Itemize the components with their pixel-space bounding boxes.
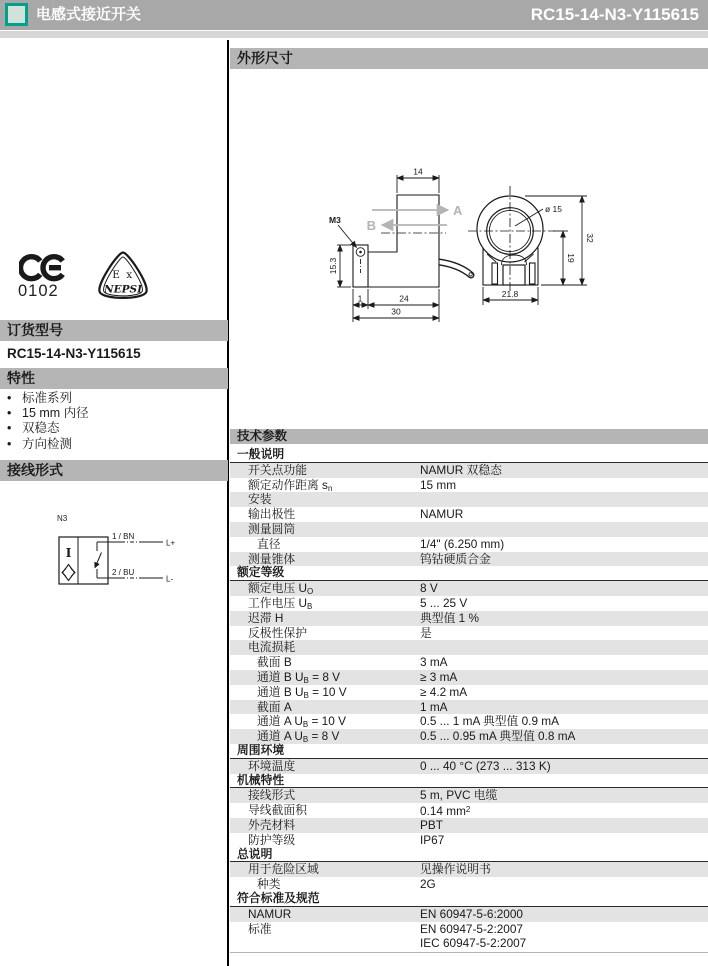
connection-heading-bar [0,460,228,481]
spec-value: 0.5 ... 0.95 mA 典型值 0.8 mA [420,729,576,744]
spec-row [230,492,708,507]
spec-value: 2G [420,877,436,892]
spec-value: PBT [420,817,443,832]
features-heading-bar [0,368,228,389]
bullet-icon: • [7,436,12,451]
bullet-icon: • [7,406,12,421]
spec-value: 钨钴硬质合金 [420,551,491,566]
direction-b-label: B [366,218,376,233]
spec-value: ≥ 3 mA [420,669,458,684]
spec-row [230,640,708,655]
ce-mark-icon [19,253,67,283]
spec-row [230,611,708,626]
spec-row [230,862,708,877]
spec-label: 通道 A $U_B = 8$ V [257,729,340,745]
dim-19: 19 [566,253,576,263]
spec-label: 工作电压 $U_B$ [248,595,313,611]
features-heading: 特性 [7,370,35,386]
front-view [468,186,595,305]
order-heading-bar [0,320,228,341]
dim-32: 32 [585,233,595,243]
spec-value: 是 [420,625,432,640]
spec-section-header: 总说明 [230,848,708,863]
ce-number: 0102 [18,282,59,300]
spec-section-header: 机械特性 [230,774,708,789]
spec-section-header: 一般说明 [230,448,708,463]
spec-row [230,478,708,493]
spec-label: 迟滞 H [248,610,284,625]
dimensions-heading-bar [230,48,708,69]
spec-label: 接线形式 [248,788,296,803]
spec-row [230,552,708,567]
spec-label: 额定动作距离 $s_n$ [248,477,333,493]
spec-row [230,907,708,922]
spec-label: 用于危险区域 [248,862,319,877]
feature-label: 方向检测 [22,436,73,451]
spec-value: 8 V [420,581,438,596]
connection-type-label: N3 [57,514,68,523]
spec-label: 反极性保护 [248,625,307,640]
list-item [7,406,89,421]
brand-logo-icon [5,3,28,26]
spec-row [230,877,708,892]
spec-label: 安装 [248,492,272,507]
spec-value: 5 m, PVC 电缆 [420,788,498,803]
spec-value: 0.5 ... 1 mA 典型值 0.9 mA [420,714,559,729]
list-item [7,421,89,436]
spec-label: 额定电压 $U_O$ [248,581,314,597]
spec-value: 1/4" (6.250 mm) [420,536,505,551]
spec-section-header: 符合标准及规范 [230,892,708,907]
spec-label: 输出极性 [248,507,296,522]
spec-label: 通道 B $U_B = 10$ V [257,684,347,700]
spec-label: 通道 A $U_B = 10$ V [257,714,346,730]
dimensions-heading: 外形尺寸 [237,50,293,66]
nepsi-ex-text: E x [112,269,134,281]
spec-label: 环境温度 [248,758,296,773]
spec-label: 电流损耗 [248,640,296,655]
spec-label: 导线截面积 [248,803,307,818]
spec-label: 防护等级 [248,832,296,847]
spec-row [230,626,708,641]
spec-value: 5 ... 25 V [420,595,468,610]
feature-label: 标准系列 [22,391,73,405]
spec-label: 测量圆筒 [248,521,296,536]
spec-row [230,759,708,774]
spec-row [230,463,708,478]
spec-row [230,522,708,537]
spec-value: NAMUR 双稳态 [420,462,502,477]
feature-label: 15 mm 内径 [22,406,89,421]
spec-row [230,596,708,611]
spec-value: 典型值 1 % [420,610,479,625]
list-item [7,391,89,406]
dim-30: 30 [391,306,401,317]
connection-heading: 接线形式 [7,462,63,478]
spec-row [230,833,708,848]
spec-table-rows [230,448,708,951]
wire2-label: 2 / BU [112,568,135,577]
spec-label: 开关点功能 [248,462,307,477]
spec-row [230,670,708,685]
spec-value: 15 mm [420,477,457,492]
spec-value: 见操作说明书 [420,862,491,877]
spec-value: IP67 [420,832,445,847]
spec-row [230,700,708,715]
side-view [328,167,472,323]
order-heading: 订货型号 [7,322,63,338]
dim-1: 1 [357,293,363,304]
spec-row [230,818,708,833]
spec-label: 截面 A [257,699,292,714]
spec-value [420,640,708,655]
spec-label: 通道 B $U_B = 8$ V [257,669,341,685]
spec-row [230,507,708,522]
spec-row [230,581,708,596]
spec-value: 0.14 $mm^2$ [420,804,471,819]
order-model-number: RC15-14-N3-Y115615 [7,346,141,361]
spec-value: EN 60947-5-6:2000 [420,906,523,921]
spec-row [230,537,708,552]
spec-label: 外壳材料 [248,817,296,832]
spec-value: 1 mA [420,699,448,714]
column-divider [227,40,229,966]
spec-value [420,522,708,537]
direction-a-label: A [453,203,463,218]
connection-diagram [45,508,180,593]
terminal-minus-label: L- [166,574,174,584]
spec-label: 测量锥体 [248,551,296,566]
spec-row [230,922,708,952]
spec-row [230,655,708,670]
bullet-icon: • [7,391,12,405]
specs-heading-bar [230,429,708,444]
feature-label: 双稳态 [22,421,60,436]
spec-section-header: 周围环境 [230,744,708,759]
header-model-number: RC15-14-N3-Y115615 [530,5,699,24]
spec-label: 截面 B [257,655,292,670]
screw-label: M3 [329,215,341,225]
spec-section-header: 额定等级 [230,566,708,581]
features-list [7,391,89,452]
dim-24: 24 [399,293,409,304]
spec-value: ≥ 4.2 mA [420,684,468,699]
nepsi-ex-icon [93,250,153,302]
wire1-label: 1 / BN [112,532,135,541]
spec-label: 种类 [257,877,281,892]
dim-15-3: 15.3 [328,257,338,275]
spec-label: NAMUR [248,906,292,921]
bullet-icon: • [7,421,12,436]
page-title: 电感式接近开关 [36,6,142,23]
spec-row [230,729,708,744]
terminal-plus-label: L+ [166,538,176,548]
list-item [7,437,89,452]
spec-value: EN 60947-5-2:2007 IEC 60947-5-2:2007 [420,921,527,951]
specs-heading: 技术参数 [237,429,288,443]
sensor-symbol: I [65,546,72,560]
table-bottom-rule [230,952,708,953]
header-shadow-strip [0,31,708,38]
nepsi-name-text: NEPSI [104,283,142,296]
spec-row [230,788,708,803]
dim-14: 14 [413,166,423,177]
spec-value: 3 mA [420,655,448,670]
dimension-drawing [325,162,615,327]
spec-value: 0 ... 40 °C (273 ... 313 K) [420,758,551,773]
spec-value [420,492,708,507]
spec-label: 标准 [248,921,272,936]
dim-dia-15: ø 15 [545,204,563,214]
spec-value: NAMUR [420,507,464,522]
spec-row [230,714,708,729]
spec-label: 直径 [257,536,281,551]
dim-21-8: 21.8 [501,289,519,299]
spec-row [230,803,708,818]
spec-row [230,685,708,700]
